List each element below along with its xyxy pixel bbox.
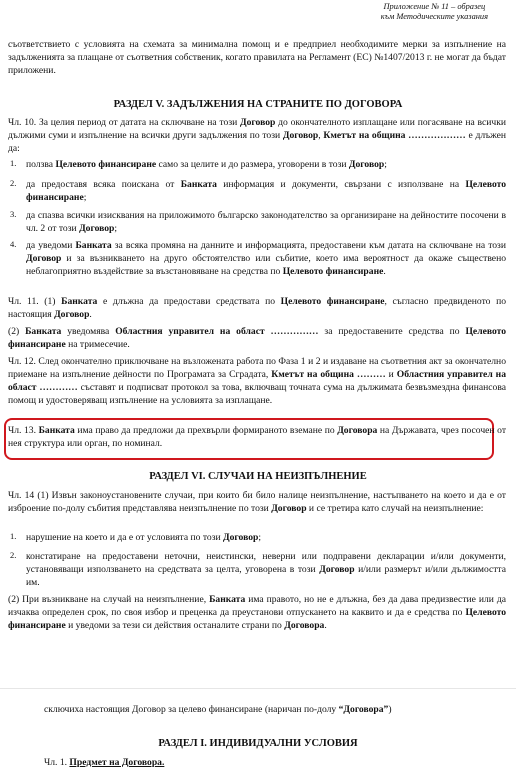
article-13: Чл. 13. Банката има право да предложи да прехвърли формираното вземане по Договора на Държавата, чрез посочен от нея структура или орган, по номинал. bbox=[8, 425, 507, 450]
header-line-2: към Методическите указания bbox=[380, 12, 488, 22]
article-14-1: Чл. 14 (1) Извън законоустановените случаи, при които би било налице неизпълнение, настъпването на което и да е от изброение по-долу събития представлява неизпълнение по този Договор и се третира като случай на неизпълнение: bbox=[8, 490, 506, 515]
document-page-2 bbox=[0, 689, 516, 768]
intro-paragraph: съответствието с условията на схемата за минимална помощ и е предприел необходимите мерки за изпълнение на задълженията за плащане от съответния собственик, когато правилата на Регламент (ЕС) №1407/2013 г. не могат да бъдат приложени. bbox=[8, 39, 506, 77]
article-11-1: Чл. 11. (1) Банката е длъжна да предостави средствата по Целевото финансиране, съгласно предвиденото по настоящия Договор. bbox=[8, 296, 506, 321]
page-header bbox=[381, 2, 488, 22]
article-14-2: (2) При възникване на случай на неизпълнение, Банката има правото, но не е длъжна, без да дава предизвестие или да изчаква определен срок, по своя избор и преценка да преустанови отпускането на каквито и да е средства по Целевото финансиране и уведоми за тези си действия останалите страни по Договора. bbox=[8, 594, 506, 632]
list-item: 1. ползва Целевото финансиране само за целите и до размера, уговорени в този Договор; bbox=[10, 158, 387, 170]
list-item: 1. нарушение на което и да е от условията по този Договор; bbox=[10, 531, 262, 543]
section-v-title: РАЗДЕЛ V. ЗАДЪЛЖЕНИЯ НА СТРАНИТЕ ПО ДОГОВОРА bbox=[113, 99, 403, 110]
header-line-1: Приложение № 11 – образец bbox=[383, 2, 486, 11]
list-item: 4. да уведоми Банката за всяка промяна на данните и информацията, предоставени към датата на сключване на този Договор и за възникването на друго обстоятелство или събитие, което има вероятност да окаже съществено неблагоприятно въздействие за възстановяване на средства по Целевото финансиране. bbox=[10, 239, 506, 278]
section-vi-title: РАЗДЕЛ VI. СЛУЧАИ НА НЕИЗПЪЛНЕНИЕ bbox=[149, 471, 367, 482]
page-2-intro: сключиха настоящия Договор за целево финансиране (наричан по-долу “Договора”) bbox=[44, 704, 392, 715]
article-11-2: (2) Банката уведомява Областния управител на област …………… за предоставените средства по Целевото финансиране на тримесечие. bbox=[8, 326, 506, 351]
article-1: Чл. 1. Предмет на Договора. bbox=[44, 757, 165, 768]
list-item: 2. да предоставя всяка поискана от Банката информация и документи, свързани с използване на Целевото финансиране; bbox=[10, 178, 506, 204]
list-item: 3. да спазва всички изисквания на приложимото българско законодателство за организиране на дейностите посочени в чл. 2 от този Договор; bbox=[10, 209, 506, 235]
article-12: Чл. 12. След окончателно приключване на възложената работа по Фаза 1 и 2 и издаване на съответния акт за окончателно приемане на изпълнение дейности по Програмата за Сградата, Кметът на община ……… и Областния управител на област ………… съставят и подписват протокол за това, включващ точната сума на дължимата безвъзмездна финансова помощ и удостоверяващ изпълнение на условията за изплащане. bbox=[8, 356, 507, 407]
article-10-lead: Чл. 10. За целия период от датата на сключване на този Договор до окончателното изплащане или погасяване на всички дължими суми и изпълнение на всички други задължения по този Договор, Кметът на община ……………… е длъжен да: bbox=[8, 117, 506, 155]
list-item: 2. констатиране на предоставени неточни, неистински, неверни или подправени декларации и/или документи, установяващи използването на средствата за целта, уговорена в този Договор и/или размерът и/или дължимостта им. bbox=[10, 550, 507, 589]
section-i-title: РАЗДЕЛ I. ИНДИВИДУАЛНИ УСЛОВИЯ bbox=[158, 738, 358, 749]
